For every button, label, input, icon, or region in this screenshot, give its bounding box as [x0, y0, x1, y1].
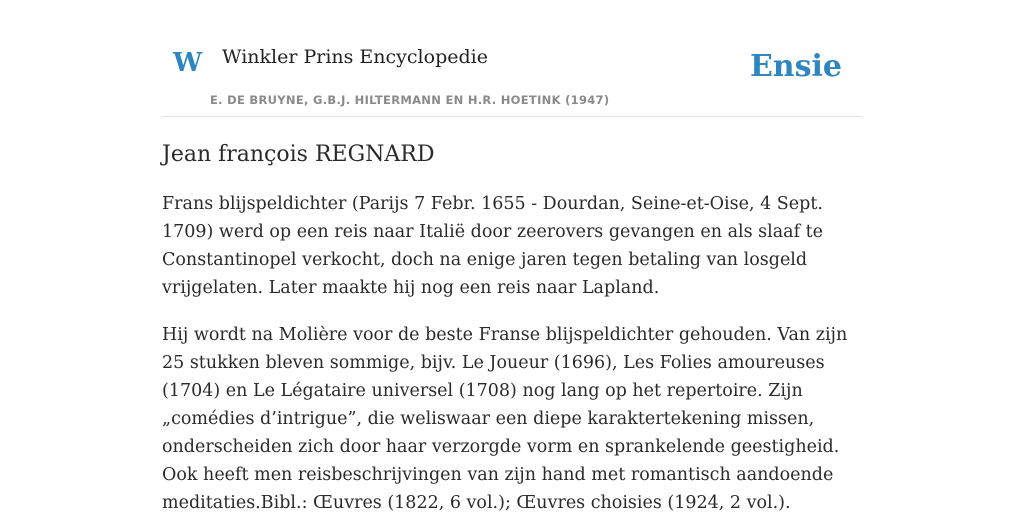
article-paragraph: Hij wordt na Molière voor de beste Franse blijspeldichter gehouden. Van zijn 25 stukken bleven sommige, bijv. Le Joueur (1696), Les Folies amoureuses (1704) en Le Légataire universel (1708) nog lang op het repertoire. Zijn „comédies d’intrigue”, die weliswaar een diepe karaktertekening missen, onderscheiden zich door haar verzorgde vorm en sprankelende geestigheid. Ook heeft men reisbeschrijvingen van zijn hand met romantisch aandoende meditaties.Bibl.: Œuvres (1822, 6 vol.); Œuvres choisies (1924, 2 vol.). [162, 324, 848, 512]
article-body [162, 190, 862, 512]
ensie-brand-logo[interactable]: Ensie [749, 49, 842, 84]
article-title: Jean françois REGNARD [162, 142, 435, 167]
article-paragraph: Frans blijspeldichter (Parijs 7 Febr. 1655 - Dourdan, Seine-et-Oise, 4 Sept. 1709) werd op een reis naar Italië door zeerovers gevangen en als slaaf te Constantinopel verkocht, doch na enige jaren tegen betaling van losgeld vrijgelaten. Later maakte hij nog een reis naar Lapland. [162, 193, 824, 298]
site-header [162, 0, 862, 117]
site-title[interactable]: Winkler Prins Encyclopedie [222, 46, 488, 68]
site-authors: E. DE BRUYNE, G.B.J. HILTERMANN EN H.R. HOETINK (1947) [210, 93, 610, 107]
winkler-prins-logo[interactable]: W [173, 48, 203, 78]
content-container [162, 0, 862, 512]
